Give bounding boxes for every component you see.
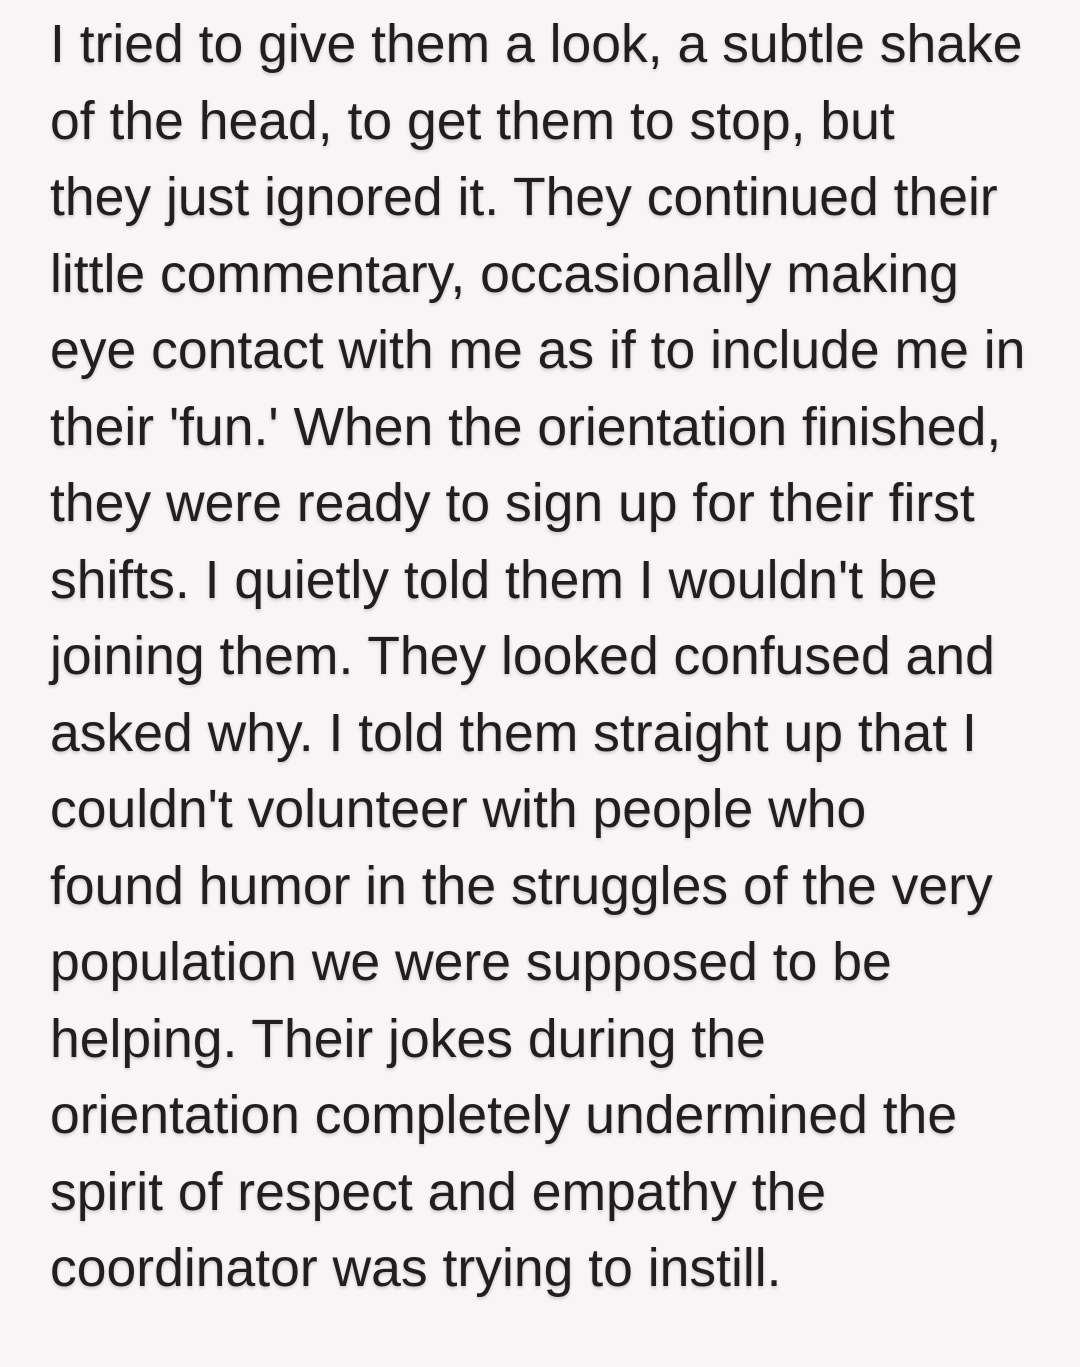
story-line: asked why. I told them straight up that I <box>50 703 977 763</box>
story-line: coordinator was trying to instill. <box>50 1239 782 1298</box>
story-line: spirit of respect and empathy the <box>50 1162 827 1222</box>
story-line: joining them. They looked confused and <box>50 627 995 686</box>
story-line: eye contact with me as if to include me in <box>50 321 1026 380</box>
story-line: little commentary, occasionally making <box>50 244 959 304</box>
story-line: they just ignored it. They continued their <box>50 168 998 227</box>
story-line: I tried to give them a look, a subtle shake <box>50 15 1023 74</box>
story-line: of the head, to get them to stop, but <box>50 91 895 151</box>
story-line: they were ready to sign up for their first <box>50 474 975 533</box>
story-line: shifts. I quietly told them I wouldn't be <box>50 550 938 610</box>
story-line: found humor in the struggles of the very <box>50 856 993 916</box>
story-line: couldn't volunteer with people who <box>50 780 867 839</box>
story-line: orientation completely undermined the <box>50 1086 958 1145</box>
story-line: helping. Their jokes during the <box>50 1009 766 1069</box>
story-line: their 'fun.' When the orientation finished, <box>50 397 1002 457</box>
story-line: population we were supposed to be <box>50 933 892 992</box>
